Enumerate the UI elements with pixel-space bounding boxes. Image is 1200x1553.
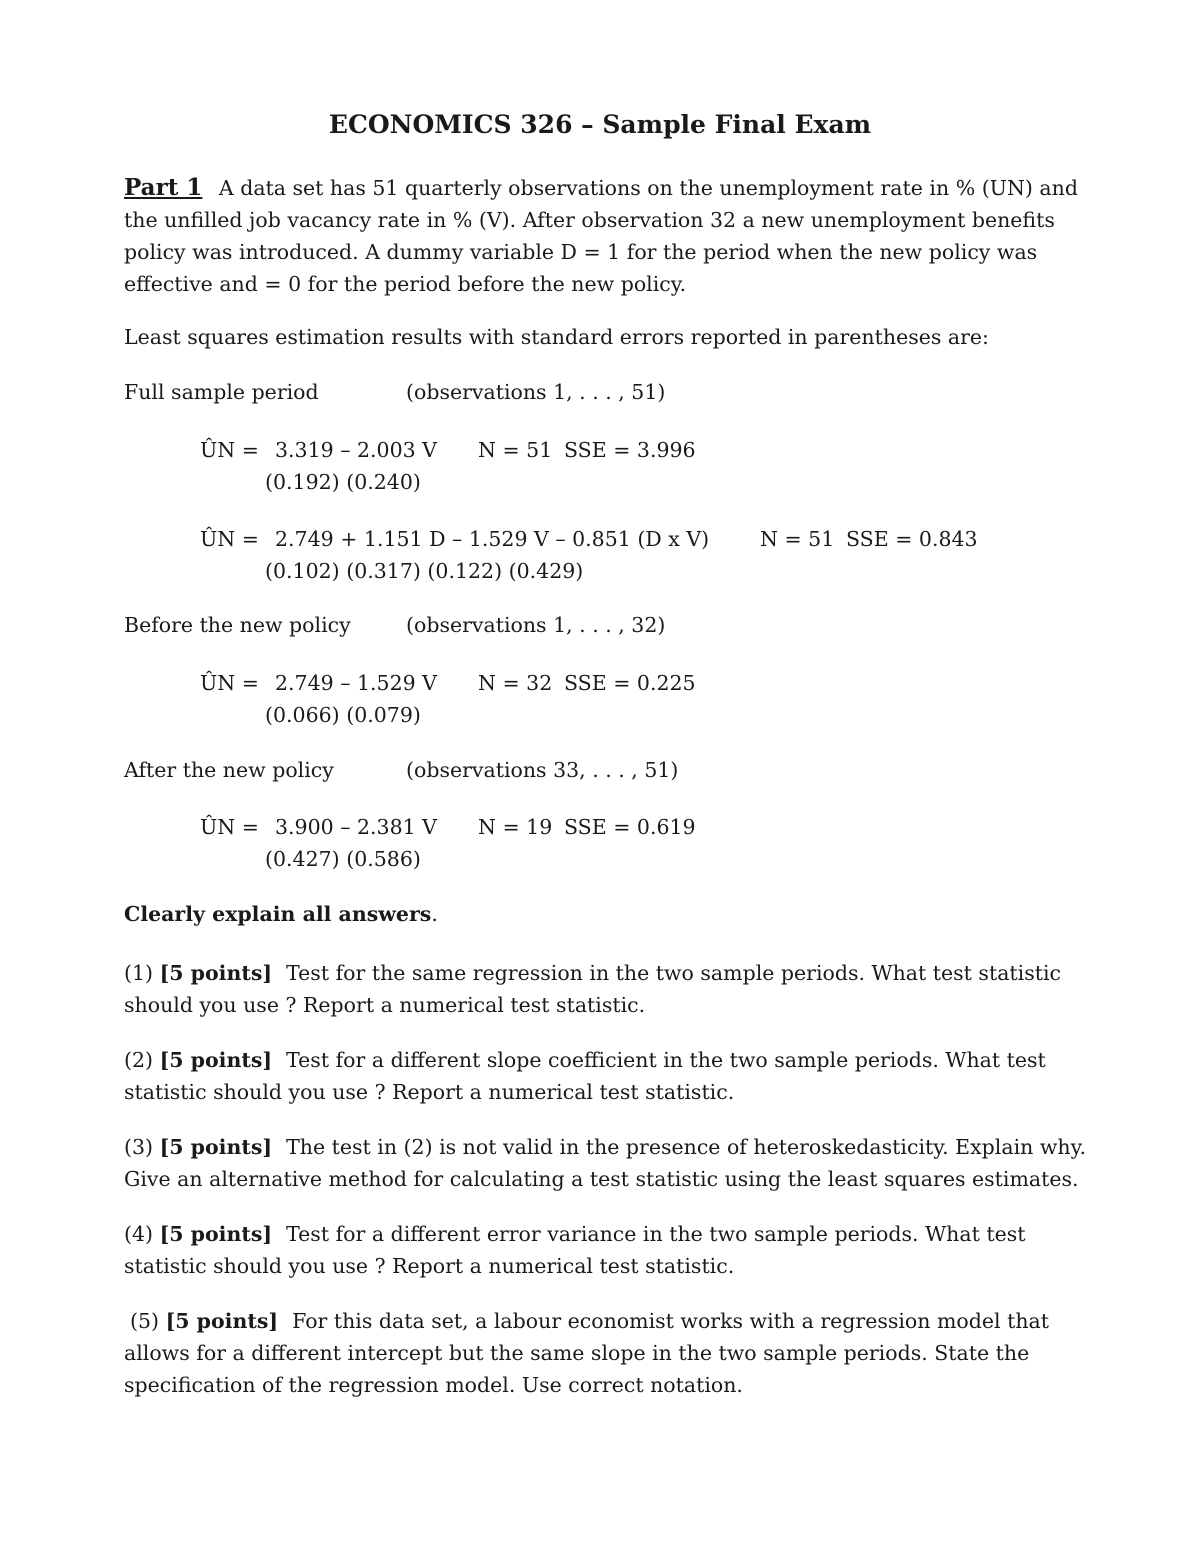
question-4-num: (4) bbox=[124, 1222, 154, 1246]
question-5-text-1: For this data set, a labour economist works with a regression model that bbox=[292, 1309, 1050, 1333]
full-sample-label: Full sample period bbox=[124, 380, 319, 404]
question-1-line-2: should you use ? Report a numerical test statistic. bbox=[124, 993, 646, 1017]
question-4-line-2: statistic should you use ? Report a numerical test statistic. bbox=[124, 1254, 735, 1278]
part1-line-2: the unfilled job vacancy rate in % (V). After observation 32 a new unemployment benefits bbox=[124, 208, 1055, 232]
question-3-text-1: The test in (2) is not valid in the presence of heteroskedasticity. Explain why. bbox=[286, 1135, 1086, 1159]
question-4-text-1: Test for a different error variance in the two sample periods. What test bbox=[286, 1222, 1026, 1246]
after-eq-sse: SSE = 0.619 bbox=[564, 815, 696, 839]
before-eq-rhs: 2.749 – 1.529 V bbox=[275, 671, 437, 695]
after-eq-se: (0.427) (0.586) bbox=[265, 847, 421, 871]
question-1-points: [5 points] bbox=[159, 961, 273, 985]
full-eq1-lhs: ÛN = bbox=[200, 438, 259, 462]
after-label: After the new policy bbox=[124, 758, 334, 782]
question-4 bbox=[124, 1218, 1084, 1282]
part1-line-1 bbox=[124, 172, 1084, 204]
question-5 bbox=[130, 1305, 1090, 1337]
full-eq2-lhs: ÛN = bbox=[200, 527, 259, 551]
full-eq1-sse: SSE = 3.996 bbox=[564, 438, 696, 462]
question-3 bbox=[124, 1131, 1084, 1195]
before-eq-lhs: ÛN = bbox=[200, 671, 259, 695]
after-eq-n: N = 19 bbox=[478, 815, 553, 839]
question-3-line-1 bbox=[124, 1131, 1084, 1163]
part1-text-1: A data set has 51 quarterly observations on the unemployment rate in % (UN) and bbox=[218, 176, 1078, 200]
after-obs: (observations 33, . . . , 51) bbox=[406, 758, 679, 782]
question-2 bbox=[124, 1044, 1084, 1108]
question-3-line-2: Give an alternative method for calculating a test statistic using the least squares estimates. bbox=[124, 1167, 1079, 1191]
instructions-bold: Clearly explain all answers bbox=[124, 902, 432, 926]
full-eq2-rhs: 2.749 + 1.151 D – 1.529 V – 0.851 (D x V) bbox=[275, 527, 710, 551]
question-2-line-2: statistic should you use ? Report a numerical test statistic. bbox=[124, 1080, 735, 1104]
full-sample-obs: (observations 1, . . . , 51) bbox=[406, 380, 666, 404]
question-5-cont bbox=[124, 1337, 1084, 1401]
full-eq2-n: N = 51 bbox=[760, 527, 835, 551]
question-1-line-1 bbox=[124, 957, 1084, 989]
after-eq-lhs: ÛN = bbox=[200, 815, 259, 839]
question-4-line-1 bbox=[124, 1218, 1084, 1250]
full-eq1-se: (0.192) (0.240) bbox=[265, 470, 421, 494]
question-2-line-1 bbox=[124, 1044, 1084, 1076]
part1-line-4: effective and = 0 for the period before the new policy. bbox=[124, 272, 687, 296]
question-5-line-3: specification of the regression model. Use correct notation. bbox=[124, 1373, 743, 1397]
question-2-points: [5 points] bbox=[159, 1048, 273, 1072]
page-title: ECONOMICS 326 – Sample Final Exam bbox=[328, 110, 872, 139]
question-1-text-1: Test for the same regression in the two sample periods. What test statistic bbox=[286, 961, 1061, 985]
part1-line-3: policy was introduced. A dummy variable D = 1 for the period when the new policy was bbox=[124, 240, 1038, 264]
before-eq-n: N = 32 bbox=[478, 671, 553, 695]
question-5-line-2: allows for a different intercept but the same slope in the two sample periods. State the bbox=[124, 1341, 1030, 1365]
instructions-period: . bbox=[431, 902, 438, 926]
before-eq-se: (0.066) (0.079) bbox=[265, 703, 421, 727]
question-2-num: (2) bbox=[124, 1048, 154, 1072]
after-eq-rhs: 3.900 – 2.381 V bbox=[275, 815, 437, 839]
question-2-text-1: Test for a different slope coefficient in the two sample periods. What test bbox=[286, 1048, 1046, 1072]
before-label: Before the new policy bbox=[124, 613, 351, 637]
full-eq2-sse: SSE = 0.843 bbox=[846, 527, 978, 551]
full-eq2-se: (0.102) (0.317) (0.122) (0.429) bbox=[265, 559, 584, 583]
part1-label: Part 1 bbox=[124, 174, 203, 201]
part1-paragraph bbox=[124, 172, 1084, 300]
intro-text: Least squares estimation results with standard errors reported in parentheses are: bbox=[124, 325, 989, 349]
question-1-num: (1) bbox=[124, 961, 154, 985]
question-4-points: [5 points] bbox=[159, 1222, 273, 1246]
before-obs: (observations 1, . . . , 32) bbox=[406, 613, 666, 637]
question-5-num: (5) bbox=[130, 1309, 160, 1333]
question-3-points: [5 points] bbox=[159, 1135, 273, 1159]
question-5-points: [5 points] bbox=[165, 1309, 279, 1333]
full-eq1-n: N = 51 bbox=[478, 438, 553, 462]
question-1 bbox=[124, 957, 1084, 1021]
full-eq1-rhs: 3.319 – 2.003 V bbox=[275, 438, 437, 462]
before-eq-sse: SSE = 0.225 bbox=[564, 671, 696, 695]
instructions bbox=[124, 902, 438, 926]
question-5-line-1 bbox=[130, 1305, 1090, 1337]
question-3-num: (3) bbox=[124, 1135, 154, 1159]
